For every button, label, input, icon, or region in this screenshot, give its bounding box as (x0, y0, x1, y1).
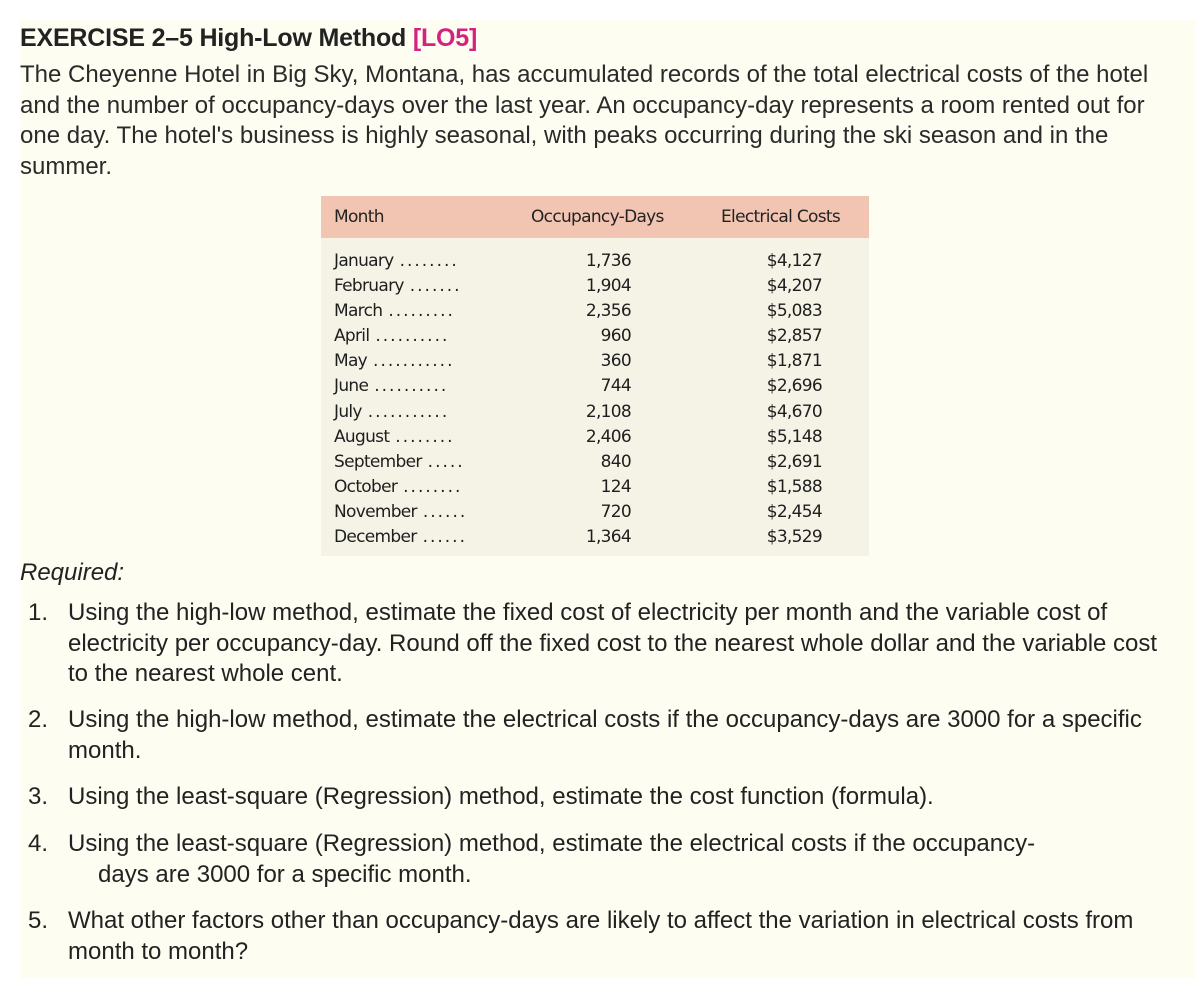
leader-dots: .......... (374, 376, 449, 397)
electrical-cost-cell: $3,529 (766, 527, 822, 548)
leader-dots: ........ (403, 476, 463, 497)
electrical-cost-cell: $4,127 (766, 251, 822, 271)
intro-paragraph: The Cheyenne Hotel in Big Sky, Montana, has accumulated records of the total electrical costs of the hotel and the number of occupancy-days over the last year. An occupancy-day represents a room rented out for one day. The hotel's business is highly seasonal, with peaks occurring during the ski season and in the summer. (20, 61, 1149, 180)
month-cell (334, 527, 467, 547)
item-text (68, 598, 1178, 690)
table-header (321, 196, 869, 238)
occupancy-days-cell: 840 (600, 451, 631, 472)
exercise-page (20, 20, 1196, 978)
electrical-cost-cell: $2,696 (766, 376, 822, 397)
leader-dots: ........ (399, 251, 459, 271)
header-electrical-costs: Electrical Costs (721, 207, 840, 227)
month-cell (334, 301, 455, 321)
electrical-cost-cell: $2,691 (766, 451, 822, 472)
leader-dots: ........... (373, 351, 455, 372)
occupancy-days-cell: 960 (600, 326, 631, 347)
item-number: 5. (28, 907, 49, 934)
required-label: Required: (20, 559, 125, 586)
month-cell (334, 452, 465, 472)
electrical-cost-cell: $1,588 (766, 476, 822, 497)
month-name: January (334, 251, 394, 271)
item-text-continuation: days are 3000 for a specific month. (98, 860, 472, 888)
occupancy-days-cell: 1,364 (585, 527, 631, 548)
occupancy-days-cell: 1,736 (585, 251, 631, 271)
month-name: October (334, 476, 398, 497)
occupancy-days-cell: 744 (600, 376, 631, 397)
item-text-main: Using the least-square (Regression) method, estimate the electrical costs if the occupancy- (68, 830, 1036, 857)
month-cell (334, 502, 467, 522)
month-name: May (334, 351, 368, 372)
table-row (321, 424, 869, 449)
item-text-main: Using the high-low method, estimate the electrical costs if the occupancy-days are 3000 for a specific month. (68, 706, 1142, 764)
leader-dots: ....... (409, 276, 462, 297)
exercise-heading (20, 24, 477, 53)
month-name: December (334, 527, 417, 548)
month-cell (334, 427, 455, 447)
item-text (68, 906, 1178, 967)
table-row (321, 348, 869, 373)
table-body (321, 238, 869, 549)
table-row (321, 449, 869, 474)
table-row (321, 373, 869, 398)
table-row (321, 499, 869, 524)
month-cell (334, 402, 449, 422)
occupancy-days-cell: 124 (600, 476, 631, 497)
leader-dots: ......... (388, 301, 455, 322)
electrical-cost-cell: $4,207 (766, 276, 822, 297)
leader-dots: ..... (427, 451, 465, 472)
occupancy-days-cell: 2,108 (585, 401, 631, 422)
learning-objective-tag: [LO5] (412, 24, 478, 52)
month-name: April (334, 326, 370, 347)
exercise-number: EXERCISE 2–5 (20, 24, 193, 52)
item-text (68, 829, 1178, 890)
electrical-cost-cell: $5,083 (766, 301, 822, 322)
occupancy-cost-table (321, 196, 869, 556)
table-row (321, 474, 869, 499)
item-number: 1. (28, 599, 49, 626)
header-occupancy-days: Occupancy-Days (531, 207, 664, 227)
table-row (321, 524, 869, 549)
item-number: 2. (28, 706, 49, 733)
electrical-cost-cell: $1,871 (766, 351, 822, 372)
item-text-main: Using the least-square (Regression) method, estimate the cost function (formula). (68, 783, 934, 810)
item-text-main: Using the high-low method, estimate the fixed cost of electricity per month and the variable cost of electricity per occupancy-day. Round off the fixed cost to the nearest whole dollar and the variable cost to the nearest whole cent. (68, 599, 1158, 687)
month-name: February (334, 276, 404, 297)
leader-dots: ...... (422, 501, 468, 522)
item-number: 4. (28, 830, 49, 857)
month-cell (334, 276, 462, 296)
exercise-title: High-Low Method (199, 24, 407, 52)
month-cell (334, 376, 448, 396)
occupancy-days-cell: 2,356 (585, 301, 631, 322)
electrical-cost-cell: $2,454 (766, 501, 822, 522)
electrical-cost-cell: $4,670 (766, 401, 822, 422)
header-month: Month (334, 207, 384, 227)
occupancy-days-cell: 360 (600, 351, 631, 372)
occupancy-days-cell: 1,904 (585, 276, 631, 297)
leader-dots: ........ (395, 426, 455, 447)
leader-dots: ...... (422, 527, 467, 548)
month-cell (334, 251, 459, 271)
table-row (321, 273, 869, 298)
month-name: November (334, 501, 417, 522)
month-name: August (334, 426, 390, 447)
month-cell (334, 351, 455, 371)
month-cell (334, 477, 462, 497)
leader-dots: ........... (367, 401, 450, 422)
month-name: July (334, 401, 362, 422)
occupancy-days-cell: 720 (600, 501, 631, 522)
electrical-cost-cell: $5,148 (766, 426, 822, 447)
month-name: June (334, 376, 369, 397)
leader-dots: .......... (375, 326, 450, 347)
item-text (68, 705, 1178, 766)
item-number: 3. (28, 783, 49, 810)
table-row (321, 298, 869, 323)
table-row (321, 248, 869, 273)
table-row (321, 323, 869, 348)
item-text-main: What other factors other than occupancy-days are likely to affect the variation in electrical costs from month to month? (68, 907, 1134, 965)
electrical-cost-cell: $2,857 (766, 326, 822, 347)
item-text (68, 782, 1178, 813)
occupancy-days-cell: 2,406 (585, 426, 631, 447)
table-row (321, 399, 869, 424)
month-name: March (334, 301, 383, 322)
month-name: September (334, 451, 422, 472)
month-cell (334, 326, 449, 346)
